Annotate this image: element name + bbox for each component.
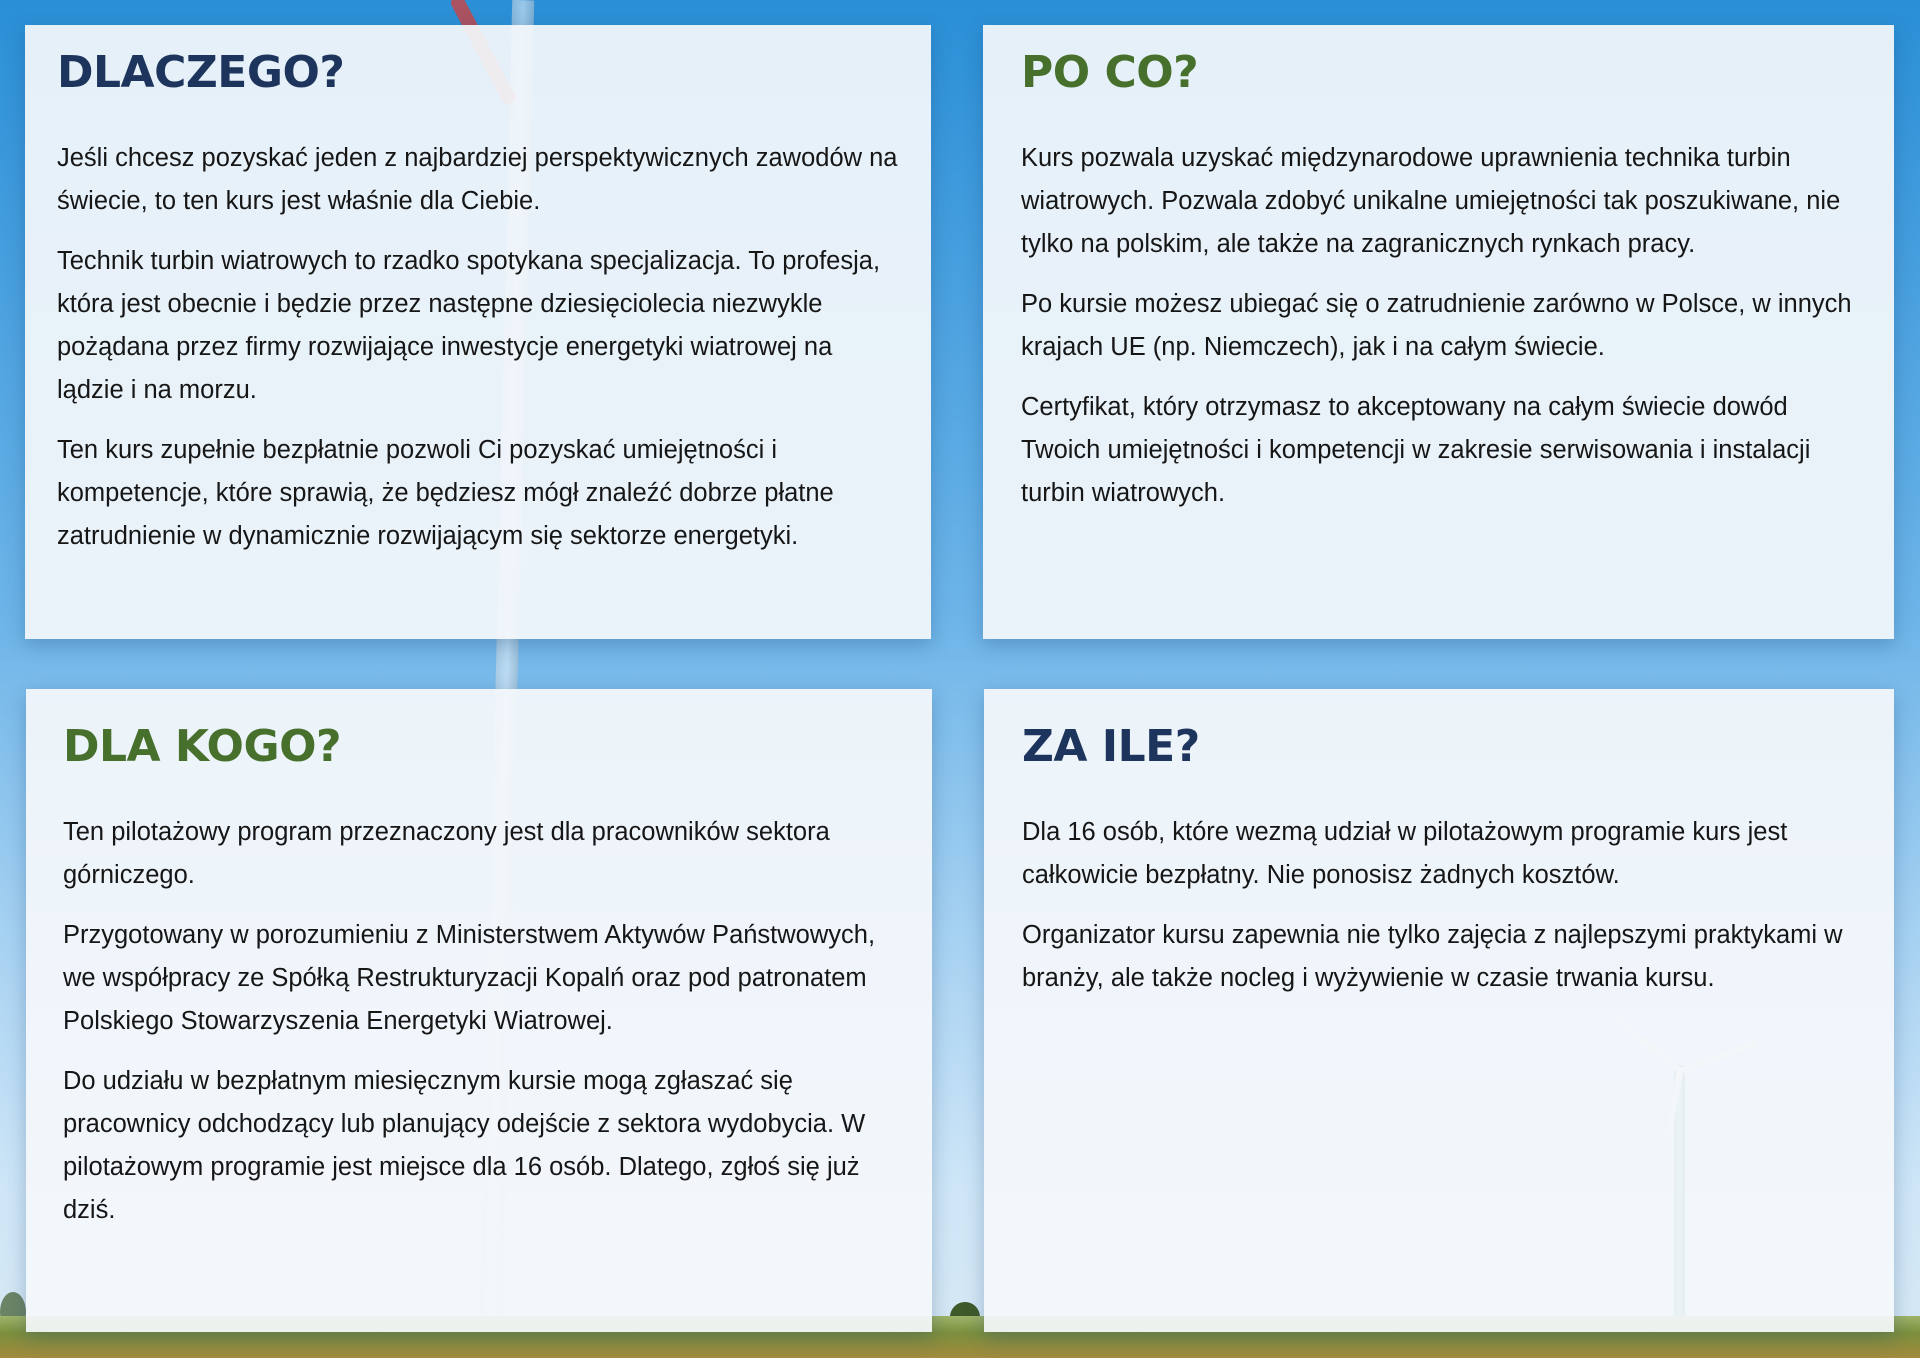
paragraph: Ten pilotażowy program przeznaczony jest dla pracowników sektora górniczego. (63, 818, 830, 889)
paragraph: Do udziału w bezpłatnym miesięcznym kursie mogą zgłaszać się pracownicy odchodzący lub planujący odejście z sektora wydobycia. W pilotażowym programie jest miejsce dla 16 osób. Dlatego, zgłoś się już dziś. (63, 1067, 866, 1224)
card-title-dlaczego: DLACZEGO? (57, 47, 345, 98)
card-za-ile (984, 689, 1894, 1332)
paragraph: Ten kurs zupełnie bezpłatnie pozwoli Ci pozyskać umiejętności i kompetencje, które sprawią, że będziesz mógł znaleźć dobrze płatne zatrudnienie w dynamicznie rozwijającym się sektorze energetyki. (57, 436, 834, 550)
paragraph: Przygotowany w porozumieniu z Ministerstwem Aktywów Państwowych, we współpracy ze Spółką Restrukturyzacji Kopalń oraz pod patronatem Polskiego Stowarzyszenia Energetyki Wiatrowej. (63, 921, 876, 1035)
card-title-dla-kogo: DLA KOGO? (63, 721, 341, 772)
card-dlaczego (25, 25, 931, 639)
paragraph: Jeśli chcesz pozyskać jeden z najbardziej perspektywicznych zawodów na świecie, to ten kurs jest właśnie dla Ciebie. (57, 144, 898, 215)
paragraph: Kurs pozwala uzyskać międzynarodowe uprawnienia technika turbin wiatrowych. Pozwala zdobyć unikalne umiejętności tak poszukiwane, nie tylko na polskim, ale także na zagranicznych rynkach pracy. (1021, 144, 1841, 258)
paragraph: Technik turbin wiatrowych to rzadko spotykana specjalizacja. To profesja, która jest obecnie i będzie przez następne dziesięciolecia niezwykle pożądana przez firmy rozwijające inwestycje energetyki wiatrowej na lądzie i na morzu. (57, 247, 881, 404)
paragraph: Po kursie możesz ubiegać się o zatrudnienie zarówno w Polsce, w innych krajach UE (np. Niemczech), jak i na całym świecie. (1021, 290, 1852, 361)
card-title-za-ile: ZA ILE? (1022, 721, 1200, 772)
paragraph: Organizator kursu zapewnia nie tylko zajęcia z najlepszymi praktykami w branży, ale także nocleg i wyżywienie w czasie trwania kursu. (1022, 921, 1843, 992)
card-body-po-co (1021, 137, 1856, 515)
card-po-co (983, 25, 1894, 639)
card-title-po-co: PO CO? (1021, 47, 1199, 98)
card-body-dlaczego (57, 137, 899, 558)
card-body-dla-kogo (63, 811, 894, 1232)
card-dla-kogo (26, 689, 932, 1332)
paragraph: Certyfikat, który otrzymasz to akceptowany na całym świecie dowód Twoich umiejętności i kompetencji w zakresie serwisowania i instalacji turbin wiatrowych. (1021, 393, 1811, 507)
card-body-za-ile (1022, 811, 1856, 1000)
paragraph: Dla 16 osób, które wezmą udział w pilotażowym programie kurs jest całkowicie bezpłatny. Nie ponosisz żadnych kosztów. (1022, 818, 1788, 889)
